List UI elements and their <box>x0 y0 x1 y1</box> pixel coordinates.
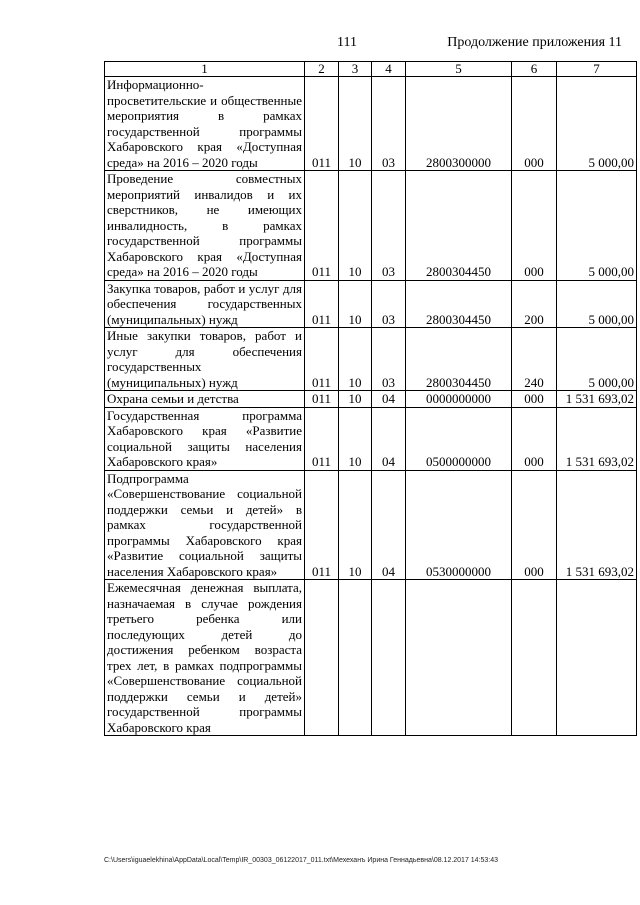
budget-table <box>104 61 637 736</box>
column-header: 3 <box>339 62 372 77</box>
ministry-code-cell: 011 <box>305 77 339 171</box>
target-article-cell: 0500000000 <box>406 407 512 470</box>
row-name-cell: Проведение совместных мероприятий инвалидов и их сверстников, не имеющих инвалидность, в рамках государственной программы Хабаровского края «Доступная среда» на 2016 – 2020 годы <box>105 171 305 281</box>
expense-type-cell: 000 <box>512 470 557 580</box>
ministry-code-cell: 011 <box>305 391 339 408</box>
column-number-row <box>105 62 637 77</box>
section-code-cell: 10 <box>339 470 372 580</box>
section-code-cell: 10 <box>339 328 372 391</box>
target-article-cell: 2800304450 <box>406 328 512 391</box>
expense-type-cell: 000 <box>512 391 557 408</box>
subsection-code-cell: 03 <box>372 328 406 391</box>
table-row <box>105 328 637 391</box>
column-header: 4 <box>372 62 406 77</box>
row-name-cell: Охрана семьи и детства <box>105 391 305 408</box>
expense-type-cell: 200 <box>512 280 557 328</box>
subsection-code-cell: 03 <box>372 77 406 171</box>
column-header: 6 <box>512 62 557 77</box>
table-row <box>105 580 637 736</box>
table-row <box>105 407 637 470</box>
expense-type-cell: 240 <box>512 328 557 391</box>
column-header: 5 <box>406 62 512 77</box>
row-name-cell: Закупка товаров, работ и услуг для обеспечения государственных (муниципальных) нужд <box>105 280 305 328</box>
section-code-cell: 10 <box>339 280 372 328</box>
column-header: 7 <box>557 62 637 77</box>
target-article-cell: 2800304450 <box>406 171 512 281</box>
page-number: 111 <box>337 35 357 50</box>
amount-cell: 1 531 693,02 <box>557 391 637 408</box>
column-header: 1 <box>105 62 305 77</box>
expense-type-cell: 000 <box>512 171 557 281</box>
amount-cell: 5 000,00 <box>557 171 637 281</box>
section-code-cell: 10 <box>339 77 372 171</box>
column-header: 2 <box>305 62 339 77</box>
row-name-cell: Информационно-просветительские и общественные мероприятия в рамках государственной программы Хабаровского края «Доступная среда» на 2016 – 2020 годы <box>105 77 305 171</box>
subsection-code-cell: 03 <box>372 280 406 328</box>
row-name-cell: Подпрограмма «Совершенствование социальной поддержки семьи и детей» в рамках государственной программы Хабаровского края «Развитие социальной защиты населения Хабаровского края» <box>105 470 305 580</box>
row-name-cell: Иные закупки товаров, работ и услуг для обеспечения государственных (муниципальных) нужд <box>105 328 305 391</box>
subsection-code-cell <box>372 580 406 736</box>
ministry-code-cell: 011 <box>305 470 339 580</box>
target-article-cell: 0530000000 <box>406 470 512 580</box>
ministry-code-cell: 011 <box>305 328 339 391</box>
section-code-cell: 10 <box>339 391 372 408</box>
amount-cell: 5 000,00 <box>557 77 637 171</box>
amount-cell: 5 000,00 <box>557 328 637 391</box>
target-article-cell: 0000000000 <box>406 391 512 408</box>
target-article-cell <box>406 580 512 736</box>
subsection-code-cell: 04 <box>372 470 406 580</box>
section-code-cell <box>339 580 372 736</box>
ministry-code-cell: 011 <box>305 407 339 470</box>
subsection-code-cell: 04 <box>372 391 406 408</box>
expense-type-cell: 000 <box>512 407 557 470</box>
subsection-code-cell: 04 <box>372 407 406 470</box>
table-row <box>105 280 637 328</box>
table-row <box>105 391 637 408</box>
amount-cell <box>557 580 637 736</box>
table-row <box>105 470 637 580</box>
amount-cell: 1 531 693,02 <box>557 407 637 470</box>
expense-type-cell: 000 <box>512 77 557 171</box>
table-row <box>105 77 637 171</box>
row-name-cell: Ежемесячная денежная выплата, назначаемая в случае рождения третьего ребенка или последующих детей до достижения ребенком возраста трех лет, в рамках подпрограммы «Совершенствование социальной поддержки семьи и детей» государственной программы Хабаровского края <box>105 580 305 736</box>
section-code-cell: 10 <box>339 407 372 470</box>
expense-type-cell <box>512 580 557 736</box>
table-row <box>105 171 637 281</box>
ministry-code-cell: 011 <box>305 280 339 328</box>
target-article-cell: 2800300000 <box>406 77 512 171</box>
target-article-cell: 2800304450 <box>406 280 512 328</box>
subsection-code-cell: 03 <box>372 171 406 281</box>
continuation-title: Продолжение приложения 11 <box>447 35 622 50</box>
amount-cell: 1 531 693,02 <box>557 470 637 580</box>
ministry-code-cell: 011 <box>305 171 339 281</box>
ministry-code-cell <box>305 580 339 736</box>
row-name-cell: Государственная программа Хабаровского края «Развитие социальной защиты населения Хабаровского края» <box>105 407 305 470</box>
section-code-cell: 10 <box>339 171 372 281</box>
amount-cell: 5 000,00 <box>557 280 637 328</box>
file-path-footer: C:\Users\iguaelekhina\AppData\Local\Temp\IR_00303_06122017_011.txt\Мехеханъ Ирина Геннадьевна\08.12.2017 14:53:43 <box>104 857 499 864</box>
